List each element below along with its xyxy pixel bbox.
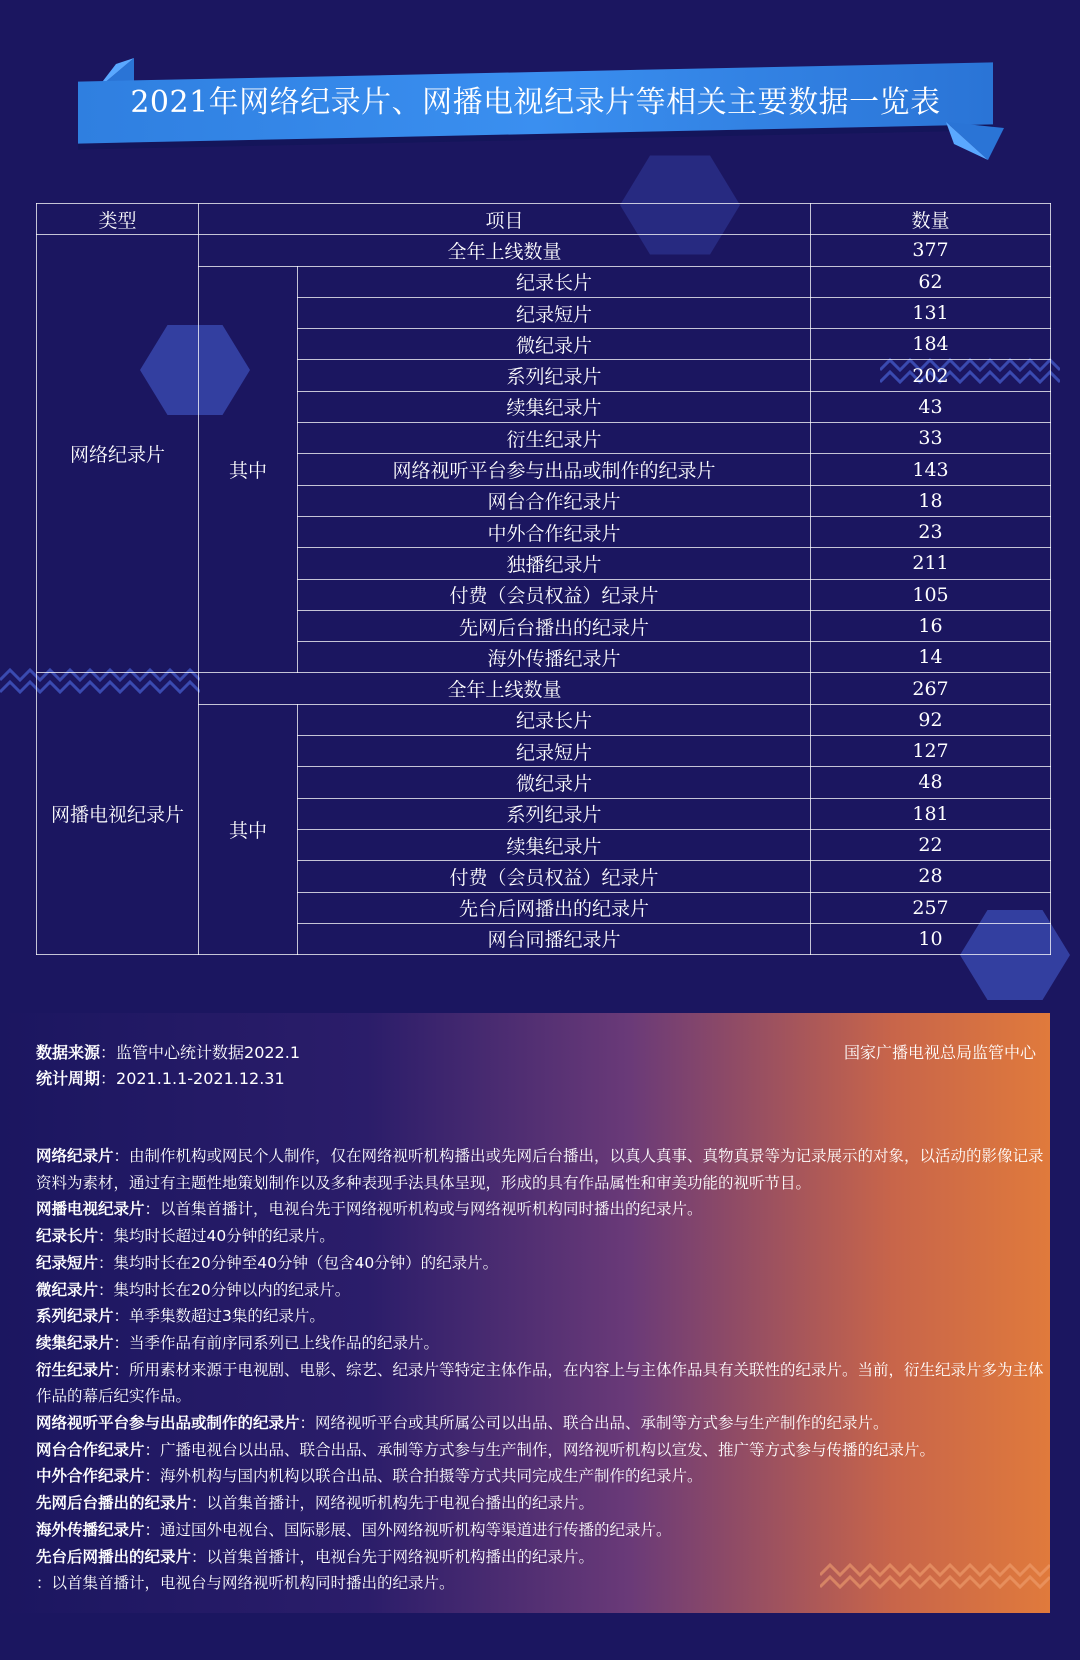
definition-term: 网络纪录片 <box>36 1147 114 1165</box>
item-label: 纪录短片 <box>298 297 811 328</box>
definitions-list <box>36 1143 1048 1597</box>
header-type: 类型 <box>37 204 199 235</box>
definition-text: ：集均时长超过40分钟的纪录片。 <box>98 1227 335 1246</box>
group-type-cell: 网播电视纪录片 <box>37 673 199 955</box>
definition-text: ：集均时长在20分钟以内的纪录片。 <box>98 1280 351 1299</box>
item-value: 18 <box>811 485 1051 516</box>
item-label: 中外合作纪录片 <box>298 516 811 547</box>
item-value: 33 <box>811 423 1051 454</box>
sub-label-cell: 其中 <box>199 704 298 954</box>
item-label: 海外传播纪录片 <box>298 642 811 673</box>
item-label: 先网后台播出的纪录片 <box>298 610 811 641</box>
item-label: 网络视听平台参与出品或制作的纪录片 <box>298 454 811 485</box>
definition-item <box>36 1357 1048 1410</box>
definition-item <box>36 1277 1048 1304</box>
item-label: 续集纪录片 <box>298 829 811 860</box>
data-source-label: 数据来源 <box>36 1043 101 1062</box>
stat-period-value: ：2021.1.1-2021.12.31 <box>100 1069 285 1088</box>
definition-text: ：以首集首播计，电视台先于网络视听机构播出的纪录片。 <box>191 1547 595 1566</box>
definition-item <box>36 1544 1048 1571</box>
page-title: 2021年网络纪录片、网播电视纪录片等相关主要数据一览表 <box>130 85 941 120</box>
item-value: 62 <box>811 266 1051 297</box>
item-label: 系列纪录片 <box>298 798 811 829</box>
header-count: 数量 <box>811 204 1051 235</box>
group-type-cell: 网络纪录片 <box>37 235 199 673</box>
definition-term: 纪录短片 <box>36 1253 99 1272</box>
item-value: 16 <box>811 610 1051 641</box>
definition-term: 衍生纪录片 <box>36 1360 114 1379</box>
definition-item <box>36 1330 1048 1357</box>
data-source <box>36 1040 300 1063</box>
total-value: 267 <box>811 673 1051 704</box>
definition-item <box>36 1250 1048 1277</box>
definition-item <box>36 1196 1048 1223</box>
definition-term: 系列纪录片 <box>36 1307 114 1326</box>
definition-text: ：通过国外电视台、国际影展、国外网络视听机构等渠道进行传播的纪录片。 <box>144 1520 672 1539</box>
definition-term: 网台合作纪录片 <box>36 1440 145 1459</box>
definition-term: 网络视听平台参与出品或制作的纪录片 <box>36 1414 300 1433</box>
definition-text: ：集均时长在20分钟至40分钟（包含40分钟）的纪录片。 <box>98 1253 499 1272</box>
item-value: 105 <box>811 579 1051 610</box>
definition-item <box>36 1410 1048 1437</box>
item-label: 系列纪录片 <box>298 360 811 391</box>
item-label: 纪录长片 <box>298 704 811 735</box>
stat-period <box>36 1066 285 1089</box>
item-label: 网台同播纪录片 <box>298 923 811 954</box>
item-label: 付费（会员权益）纪录片 <box>298 579 811 610</box>
total-value: 377 <box>811 235 1051 266</box>
definition-term: 续集纪录片 <box>36 1333 114 1352</box>
title-banner <box>78 50 1008 160</box>
definition-term: 微纪录片 <box>36 1280 99 1299</box>
definition-item <box>36 1143 1048 1196</box>
table-row <box>37 235 1051 266</box>
item-value: 14 <box>811 642 1051 673</box>
definition-text: ：网络视听平台或其所属公司以出品、联合出品、承制等方式参与生产制作的纪录片。 <box>299 1414 889 1433</box>
item-value: 48 <box>811 767 1051 798</box>
item-value: 92 <box>811 704 1051 735</box>
item-label: 衍生纪录片 <box>298 423 811 454</box>
table-header-row <box>37 204 1051 235</box>
definition-item <box>36 1570 1048 1597</box>
definition-text: ：广播电视台以出品、联合出品、承制等方式参与生产制作，网络视听机构以宣发、推广等方式参与传播的纪录片。 <box>144 1440 936 1459</box>
definition-text: ：海外机构与国内机构以联合出品、联合拍摄等方式共同完成生产制作的纪录片。 <box>144 1467 703 1486</box>
definition-text: ：当季作品有前序同系列已上线作品的纪录片。 <box>113 1333 440 1352</box>
definition-item <box>36 1463 1048 1490</box>
item-value: 211 <box>811 548 1051 579</box>
data-source-value: ：监管中心统计数据2022.1 <box>100 1043 301 1062</box>
item-label: 先台后网播出的纪录片 <box>298 892 811 923</box>
total-label: 全年上线数量 <box>199 673 811 704</box>
item-value: 131 <box>811 297 1051 328</box>
item-value: 127 <box>811 736 1051 767</box>
item-value: 22 <box>811 829 1051 860</box>
item-value: 28 <box>811 861 1051 892</box>
definition-item <box>36 1490 1048 1517</box>
definition-item <box>36 1517 1048 1544</box>
item-value: 184 <box>811 329 1051 360</box>
definition-term: 纪录长片 <box>36 1227 99 1246</box>
stat-period-label: 统计周期 <box>36 1069 101 1088</box>
definition-item <box>36 1223 1048 1250</box>
item-value: 23 <box>811 516 1051 547</box>
definition-term: 网播电视纪录片 <box>36 1200 145 1219</box>
item-value: 257 <box>811 892 1051 923</box>
item-value: 143 <box>811 454 1051 485</box>
item-value: 202 <box>811 360 1051 391</box>
data-table <box>36 203 1051 955</box>
definition-text: ：以首集首播计，电视台与网络视听机构同时播出的纪录片。 <box>36 1574 455 1593</box>
item-label: 微纪录片 <box>298 329 811 360</box>
definition-term: 中外合作纪录片 <box>36 1467 145 1486</box>
definition-item <box>36 1303 1048 1330</box>
definition-text: ：所用素材来源于电视剧、电影、综艺、纪录片等特定主体作品，在内容上与主体作品具有关联性的纪录片。当前，衍生纪录片多为主体作品的幕后纪实作品。 <box>36 1360 1044 1406</box>
item-label: 付费（会员权益）纪录片 <box>298 861 811 892</box>
definition-term: 先台后网播出的纪录片 <box>36 1547 192 1566</box>
definition-item <box>36 1437 1048 1464</box>
item-label: 网台合作纪录片 <box>298 485 811 516</box>
item-label: 续集纪录片 <box>298 391 811 422</box>
header-item: 项目 <box>199 204 811 235</box>
sub-label-cell: 其中 <box>199 266 298 673</box>
item-label: 独播纪录片 <box>298 548 811 579</box>
item-label: 纪录短片 <box>298 736 811 767</box>
definition-term: 海外传播纪录片 <box>36 1520 145 1539</box>
total-label: 全年上线数量 <box>199 235 811 266</box>
definition-text: ：以首集首播计，网络视听机构先于电视台播出的纪录片。 <box>191 1494 595 1513</box>
table-row <box>37 673 1051 704</box>
banner-fold-right <box>946 122 1008 162</box>
definition-term: 先网后台播出的纪录片 <box>36 1494 192 1513</box>
definition-text: ：由制作机构或网民个人制作，仅在网络视听机构播出或先网后台播出，以真人真事、真物真景等为记录展示的对象，以活动的影像记录资料为素材，通过有主题性地策划制作以及多种表现手法具体呈现，形成的具有作品属性和审美功能的视听节目。 <box>36 1147 1044 1192</box>
definition-text: ：以首集首播计，电视台先于网络视听机构或与网络视听机构同时播出的纪录片。 <box>144 1200 703 1219</box>
item-label: 微纪录片 <box>298 767 811 798</box>
item-value: 43 <box>811 391 1051 422</box>
item-label: 纪录长片 <box>298 266 811 297</box>
definition-text: ：单季集数超过3集的纪录片。 <box>113 1307 325 1326</box>
organization-name: 国家广播电视总局监管中心 <box>843 1043 1036 1062</box>
item-value: 181 <box>811 798 1051 829</box>
item-value: 10 <box>811 923 1051 954</box>
